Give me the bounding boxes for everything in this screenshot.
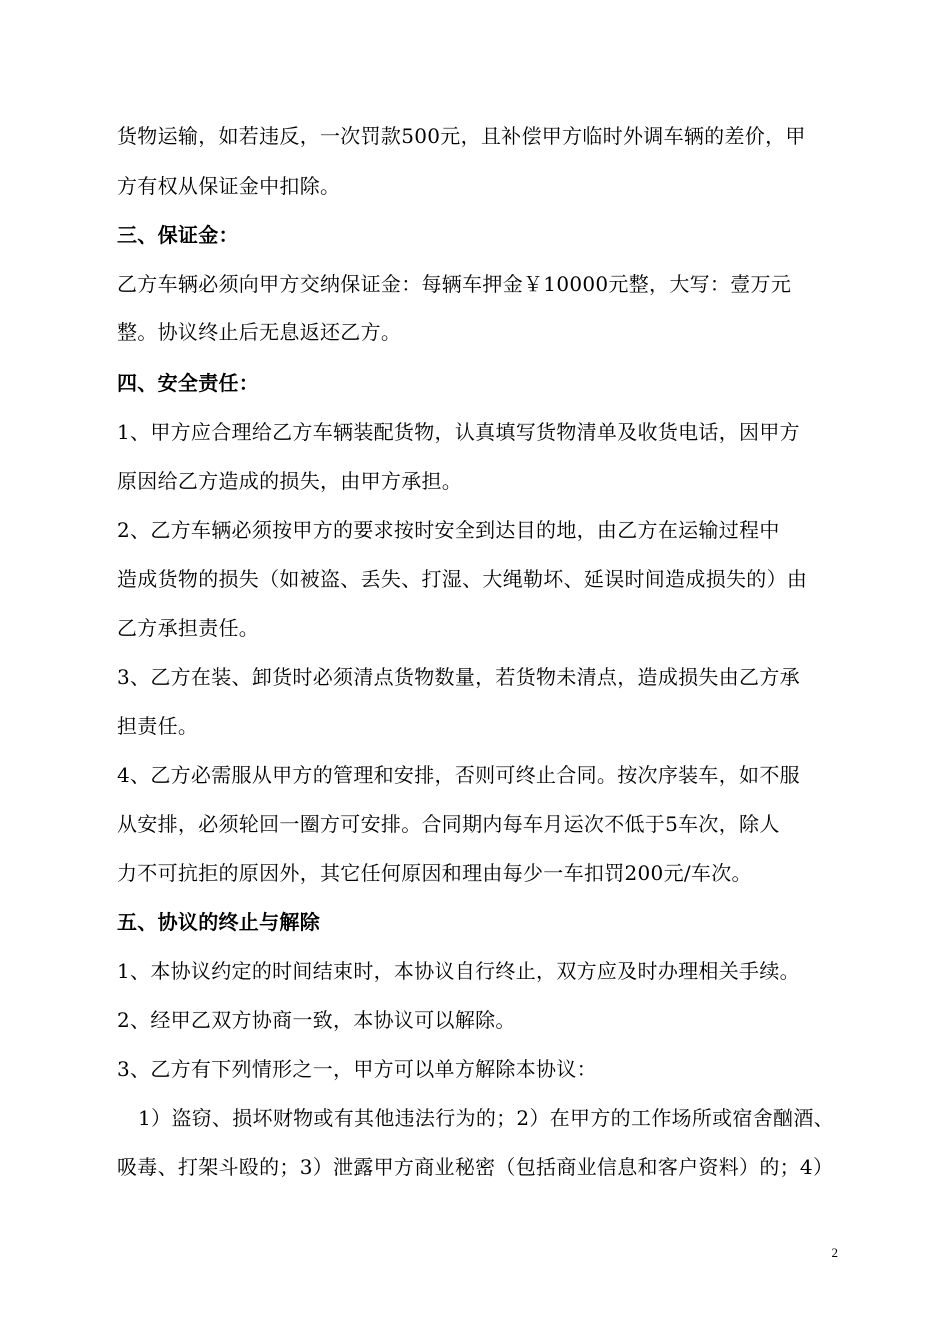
body-text-line: 4、乙方必需服从甲方的管理和安排，否则可终止合同。按次序装车，如不服 xyxy=(117,763,800,787)
page-number: 2 xyxy=(831,1245,838,1260)
section-heading-safety: 四、安全责任： xyxy=(117,371,260,395)
body-text-line: 2、乙方车辆必须按甲方的要求按时安全到达目的地，由乙方在运输过程中 xyxy=(117,518,780,542)
body-text-line: 方有权从保证金中扣除。 xyxy=(117,174,341,198)
body-text-line: 从安排，必须轮回一圈方可安排。合同期内每车月运次不低于5车次，除人 xyxy=(117,812,780,836)
body-text-line: 力不可抗拒的原因外，其它任何原因和理由每少一车扣罚200元/车次。 xyxy=(117,861,752,885)
body-text-line: 1、甲方应合理给乙方车辆装配货物，认真填写货物清单及收货电话，因甲方 xyxy=(117,420,800,444)
section-heading-deposit: 三、保证金： xyxy=(117,223,239,247)
body-text-line: 吸毒、打架斗殴的；3）泄露甲方商业秘密（包括商业信息和客户资料）的；4） xyxy=(117,1155,834,1179)
body-text-line: 3、乙方在装、卸货时必须清点货物数量，若货物未清点，造成损失由乙方承 xyxy=(117,665,800,689)
body-text-line: 担责任。 xyxy=(117,714,199,738)
body-text-line: 3、乙方有下列情形之一，甲方可以单方解除本协议： xyxy=(117,1057,597,1081)
body-text-line: 1）盗窃、损坏财物或有其他违法行为的；2）在甲方的工作场所或宿舍酗酒、 xyxy=(138,1106,834,1130)
body-text-line: 整。协议终止后无息返还乙方。 xyxy=(117,320,402,344)
body-text-line: 乙方承担责任。 xyxy=(117,616,260,640)
body-text-line: 2、经甲乙双方协商一致，本协议可以解除。 xyxy=(117,1008,516,1032)
body-text-line: 1、本协议约定的时间结束时，本协议自行终止，双方应及时办理相关手续。 xyxy=(117,959,800,983)
body-text-line: 乙方车辆必须向甲方交纳保证金：每辆车押金￥10000元整，大写：壹万元 xyxy=(117,272,792,296)
body-text-line: 货物运输，如若违反，一次罚款500元，且补偿甲方临时外调车辆的差价，甲 xyxy=(117,124,806,148)
body-text-line: 原因给乙方造成的损失，由甲方承担。 xyxy=(117,469,463,493)
section-heading-termination: 五、协议的终止与解除 xyxy=(117,910,320,934)
body-text-line: 造成货物的损失（如被盗、丢失、打湿、大绳勒坏、延误时间造成损失的）由 xyxy=(117,567,808,591)
